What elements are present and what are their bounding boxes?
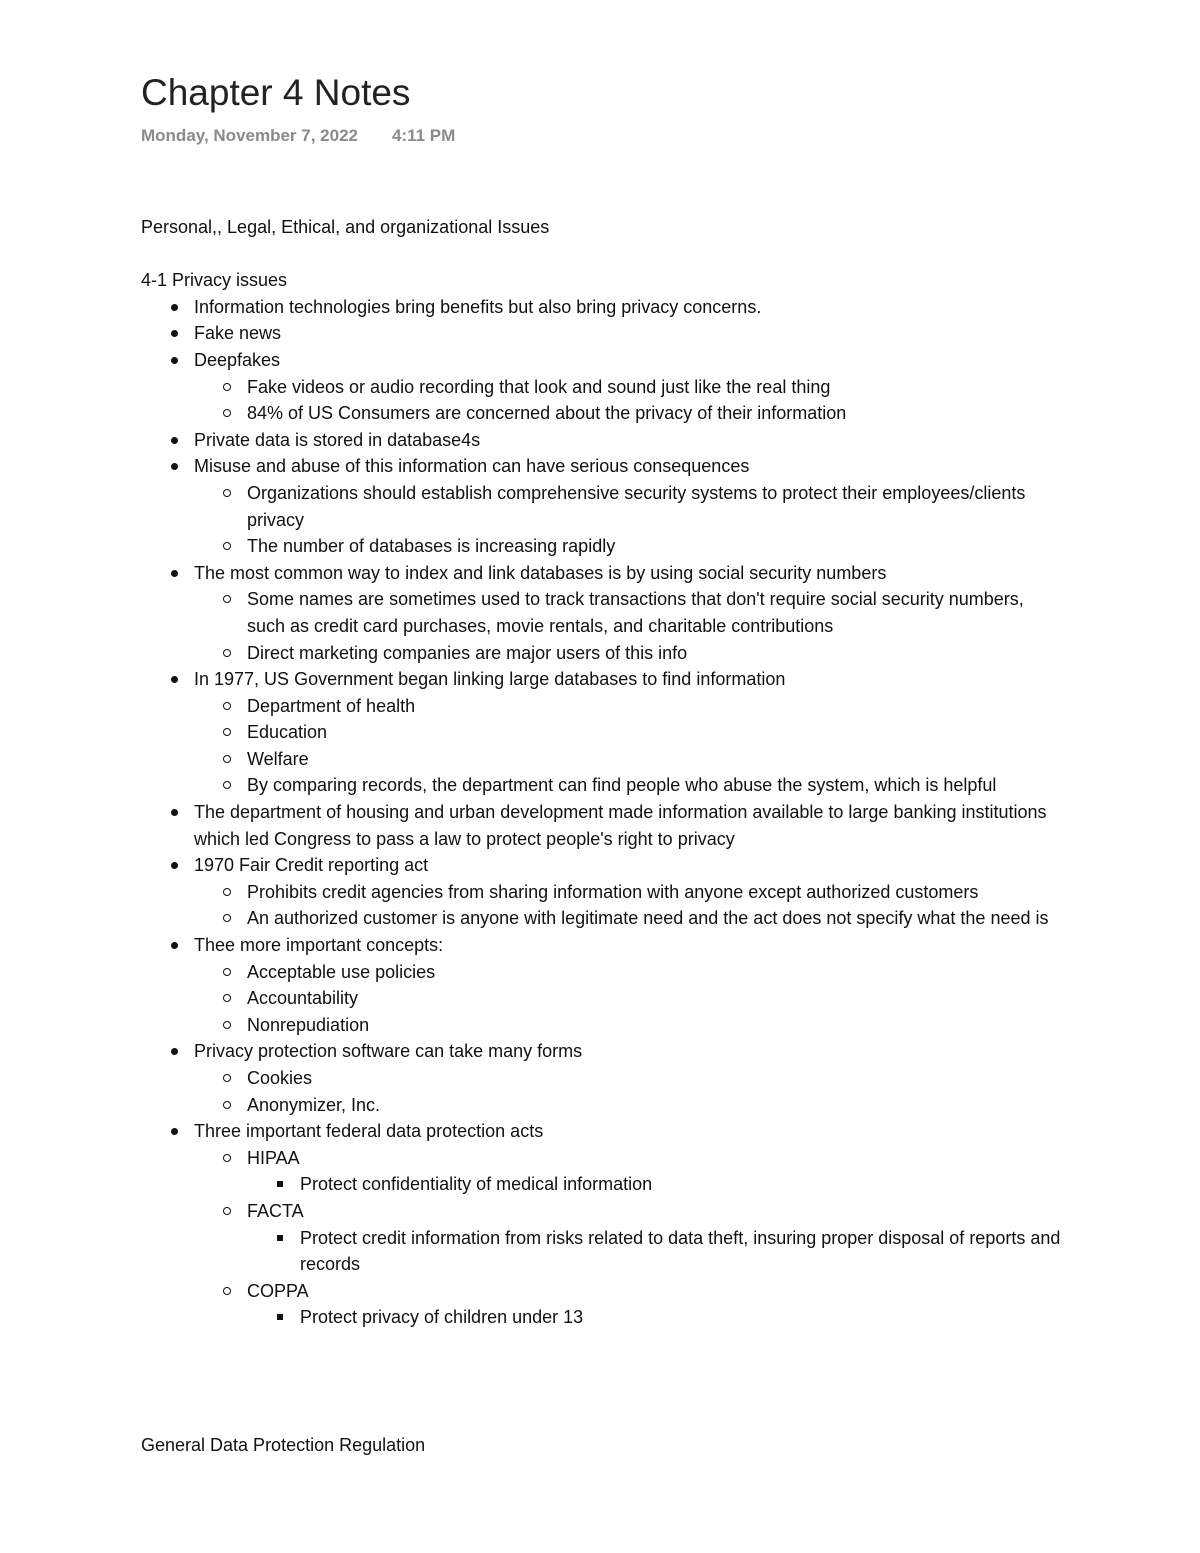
sub-sub-list [247,1171,1061,1198]
circle-bullet-icon [221,1198,235,1225]
sub-sub-list-item: Protect credit information from risks related to data theft, insuring proper disposal of reports and records [247,1225,1061,1278]
footer-heading: General Data Protection Regulation [141,1435,426,1455]
circle-bullet-icon [221,879,235,906]
circle-bullet-icon [221,985,235,1012]
sub-list-item: Acceptable use policies [194,959,1061,986]
sub-list-item: Direct marketing companies are major users of this info [194,640,1061,667]
list-item: Fake news [141,320,1061,347]
circle-bullet-icon [221,480,235,507]
circle-bullet-icon [221,400,235,427]
bullet-icon [168,427,182,454]
list-item: The department of housing and urban development made information available to large banking institutions which led Congress to pass a law to protect people's right to privacy [141,799,1061,852]
sub-list-item: Cookies [194,1065,1061,1092]
sub-list-item: Accountability [194,985,1061,1012]
sub-list-item: Nonrepudiation [194,1012,1061,1039]
circle-bullet-icon [221,1065,235,1092]
sub-list [194,586,1061,666]
list-item: Misuse and abuse of this information can have serious consequences Organizations should establish comprehensive security systems to protect their employees/clients privacy The number of databases is increasing rapidly [141,453,1061,559]
sub-list-item: An authorized customer is anyone with legitimate need and the act does not specify what the need is [194,905,1061,932]
sub-sub-list-item: Protect confidentiality of medical information [247,1171,1061,1198]
bullet-icon [168,852,182,879]
sub-sub-list [247,1304,1061,1331]
sub-list-item: The number of databases is increasing rapidly [194,533,1061,560]
square-bullet-icon [274,1225,288,1252]
bullet-icon [168,560,182,587]
sub-list [194,693,1061,799]
sub-list-item: HIPAA Protect confidentiality of medical information [194,1145,1061,1198]
list-item: Privacy protection software can take many forms Cookies Anonymizer, Inc. [141,1038,1061,1118]
note-time: 4:11 PM [392,126,456,145]
list-item: Deepfakes Fake videos or audio recording that look and sound just like the real thing 84% of US Consumers are concerned about the privacy of their information [141,347,1061,427]
bullet-icon [168,453,182,480]
list-item: In 1977, US Government began linking large databases to find information Department of health Education Welfare By comparing records, the department can find people who abuse the system, which is helpful [141,666,1061,799]
circle-bullet-icon [221,1012,235,1039]
circle-bullet-icon [221,1092,235,1119]
page-title: Chapter 4 Notes [141,72,411,113]
sub-list-item: By comparing records, the department can find people who abuse the system, which is helpful [194,772,1061,799]
list-item: Thee more important concepts: Acceptable use policies Accountability Nonrepudiation [141,932,1061,1038]
circle-bullet-icon [221,586,235,613]
bullet-icon [168,347,182,374]
circle-bullet-icon [221,693,235,720]
sub-list-item: Welfare [194,746,1061,773]
note-date: Monday, November 7, 2022 [141,126,358,145]
sub-list-item: COPPA Protect privacy of children under 13 [194,1278,1061,1331]
bullet-icon [168,1038,182,1065]
bullet-icon [168,932,182,959]
sub-list [194,879,1061,932]
circle-bullet-icon [221,719,235,746]
sub-list-item: Education [194,719,1061,746]
circle-bullet-icon [221,772,235,799]
list-item: 1970 Fair Credit reporting act Prohibits credit agencies from sharing information with anyone except authorized customers An authorized customer is anyone with legitimate need and the act does not specify what the need is [141,852,1061,932]
list-item: Private data is stored in database4s [141,427,1061,454]
note-subtitle: Personal,, Legal, Ethical, and organizational Issues [141,217,550,237]
circle-bullet-icon [221,533,235,560]
circle-bullet-icon [221,746,235,773]
bullet-icon [168,799,182,826]
sub-list-item: Prohibits credit agencies from sharing information with anyone except authorized customers [194,879,1061,906]
note-timestamp [141,126,455,146]
sub-sub-list [247,1225,1061,1278]
sub-list [194,1145,1061,1331]
sub-list-item: FACTA Protect credit information from risks related to data theft, insuring proper disposal of reports and records [194,1198,1061,1278]
sub-list [194,480,1061,560]
sub-list-item: Anonymizer, Inc. [194,1092,1061,1119]
sub-list-item: Some names are sometimes used to track transactions that don't require social security numbers, such as credit card purchases, movie rentals, and charitable contributions [194,586,1061,639]
list-item: Three important federal data protection acts HIPAA Protect confidentiality of medical information FACTA Protect credit information from risks related to data theft, insuring proper disposal of reports and records COPPA Protect privacy of children under 13 [141,1118,1061,1331]
sub-list [194,959,1061,1039]
square-bullet-icon [274,1304,288,1331]
sub-list-item: 84% of US Consumers are concerned about the privacy of their information [194,400,1061,427]
square-bullet-icon [274,1171,288,1198]
sub-list-item: Organizations should establish comprehensive security systems to protect their employees/clients privacy [194,480,1061,533]
sub-list-item: Department of health [194,693,1061,720]
spacer [141,241,1061,268]
bullet-icon [168,1118,182,1145]
circle-bullet-icon [221,1145,235,1172]
circle-bullet-icon [221,959,235,986]
circle-bullet-icon [221,640,235,667]
note-body [141,214,1061,1331]
list-item: The most common way to index and link databases is by using social security numbers Some names are sometimes used to track transactions that don't require social security numbers, such as credit card purchases, movie rentals, and charitable contributions Direct marketing companies are major users of this info [141,560,1061,666]
bullet-list [141,294,1061,1331]
bullet-icon [168,294,182,321]
circle-bullet-icon [221,905,235,932]
section-heading: 4-1 Privacy issues [141,270,288,291]
sub-list [194,374,1061,427]
bullet-icon [168,320,182,347]
circle-bullet-icon [221,374,235,401]
bullet-icon [168,666,182,693]
sub-list [194,1065,1061,1118]
sub-sub-list-item: Protect privacy of children under 13 [247,1304,1061,1331]
list-item: Information technologies bring benefits but also bring privacy concerns. [141,294,1061,321]
sub-list-item: Fake videos or audio recording that look and sound just like the real thing [194,374,1061,401]
circle-bullet-icon [221,1278,235,1305]
